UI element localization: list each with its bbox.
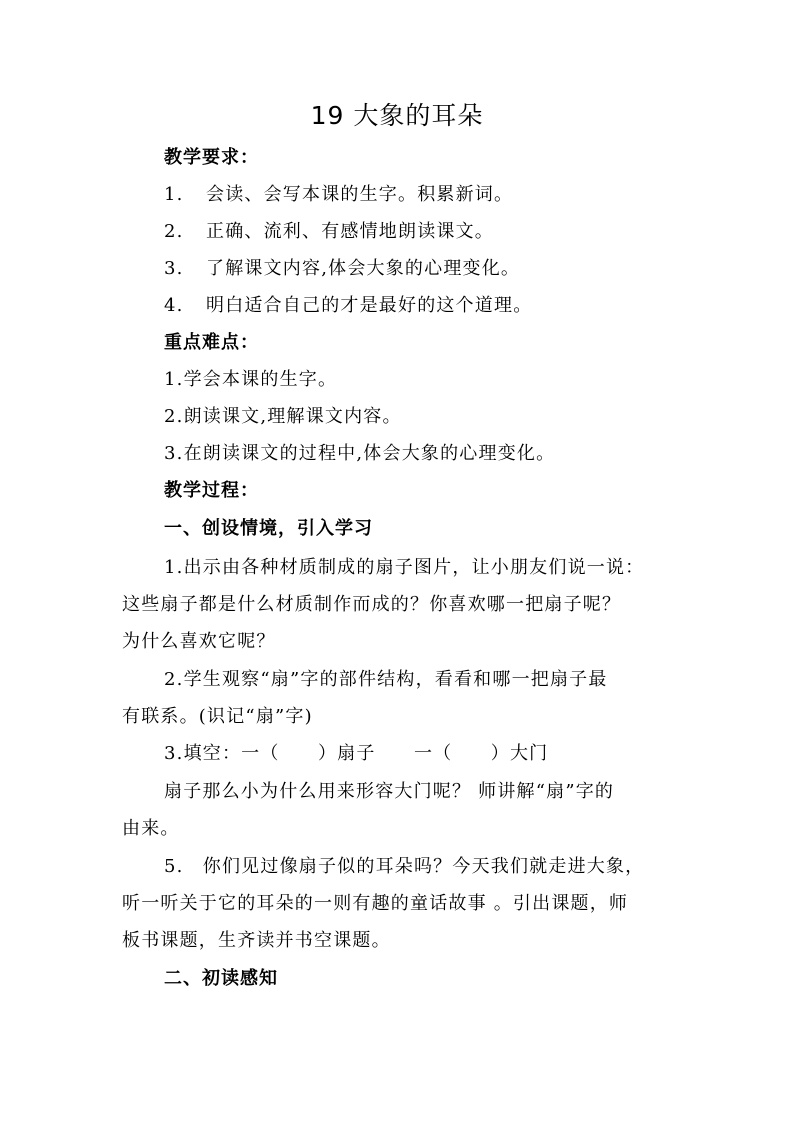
requirement-text: 了解课文内容,体会大象的心理变化。 [206,258,521,279]
requirement-number: 3. [164,258,184,279]
requirement-text: 正确、流利、有感情地朗读课文。 [206,221,494,242]
lesson-title: 19 大象的耳朵 [310,101,484,130]
key-point-item-1: 1.学会本课的生字。 [164,369,338,390]
process-heading: 教学过程： [164,480,259,501]
paragraph-1-line-1: 1.出示由各种材质制成的扇子图片，让小朋友们说一说： [164,557,645,578]
paragraph-1-line-3: 为什么喜欢它呢？ [122,631,276,652]
paragraph-4-line-1: 扇子那么小为什么用来形容大门呢？ 师讲解“扇”字的 [164,781,615,802]
paragraph-2-line-1: 2.学生观察“扇”字的部件结构，看看和哪一把扇子最 [164,669,608,690]
paragraph-5-line-1: 5. 你们见过像扇子似的耳朵吗？今天我们就走进大象， [164,856,645,877]
fill-in-blank: 3.填空：一（ ）扇子 一（ ）大门 [164,743,549,764]
paragraph-2-line-2: 有联系。(识记“扇”字) [122,706,313,727]
requirement-text: 会读、会写本课的生字。积累新词。 [206,184,514,205]
requirement-number: 2. [164,221,184,242]
requirement-item-1 [164,182,513,208]
paragraph-4-line-2: 由来。 [122,818,180,839]
requirements-heading: 教学要求： [164,147,259,168]
section-1-heading: 一、创设情境，引入学习 [164,518,373,539]
requirement-text: 明白适合自己的才是最好的这个道理。 [206,295,533,316]
key-point-item-2: 2.朗读课文,理解课文内容。 [164,406,402,427]
requirement-item-4 [164,293,532,319]
requirement-number: 4. [164,295,184,316]
section-2-heading: 二、初读感知 [164,968,278,989]
key-point-item-3: 3.在朗读课文的过程中,体会大象的心理变化。 [164,443,556,464]
requirement-item-3 [164,256,520,282]
paragraph-1-line-2: 这些扇子都是什么材质制作而成的？你喜欢哪一把扇子呢？ [122,594,622,615]
paragraph-5-line-2: 听一听关于它的耳朵的一则有趣的童话故事 。引出课题，师 [122,893,629,914]
paragraph-5-line-3: 板书课题，生齐读并书空课题。 [122,930,391,951]
requirement-item-2 [164,219,494,245]
key-points-heading: 重点难点： [164,332,259,353]
requirement-number: 1. [164,184,184,205]
